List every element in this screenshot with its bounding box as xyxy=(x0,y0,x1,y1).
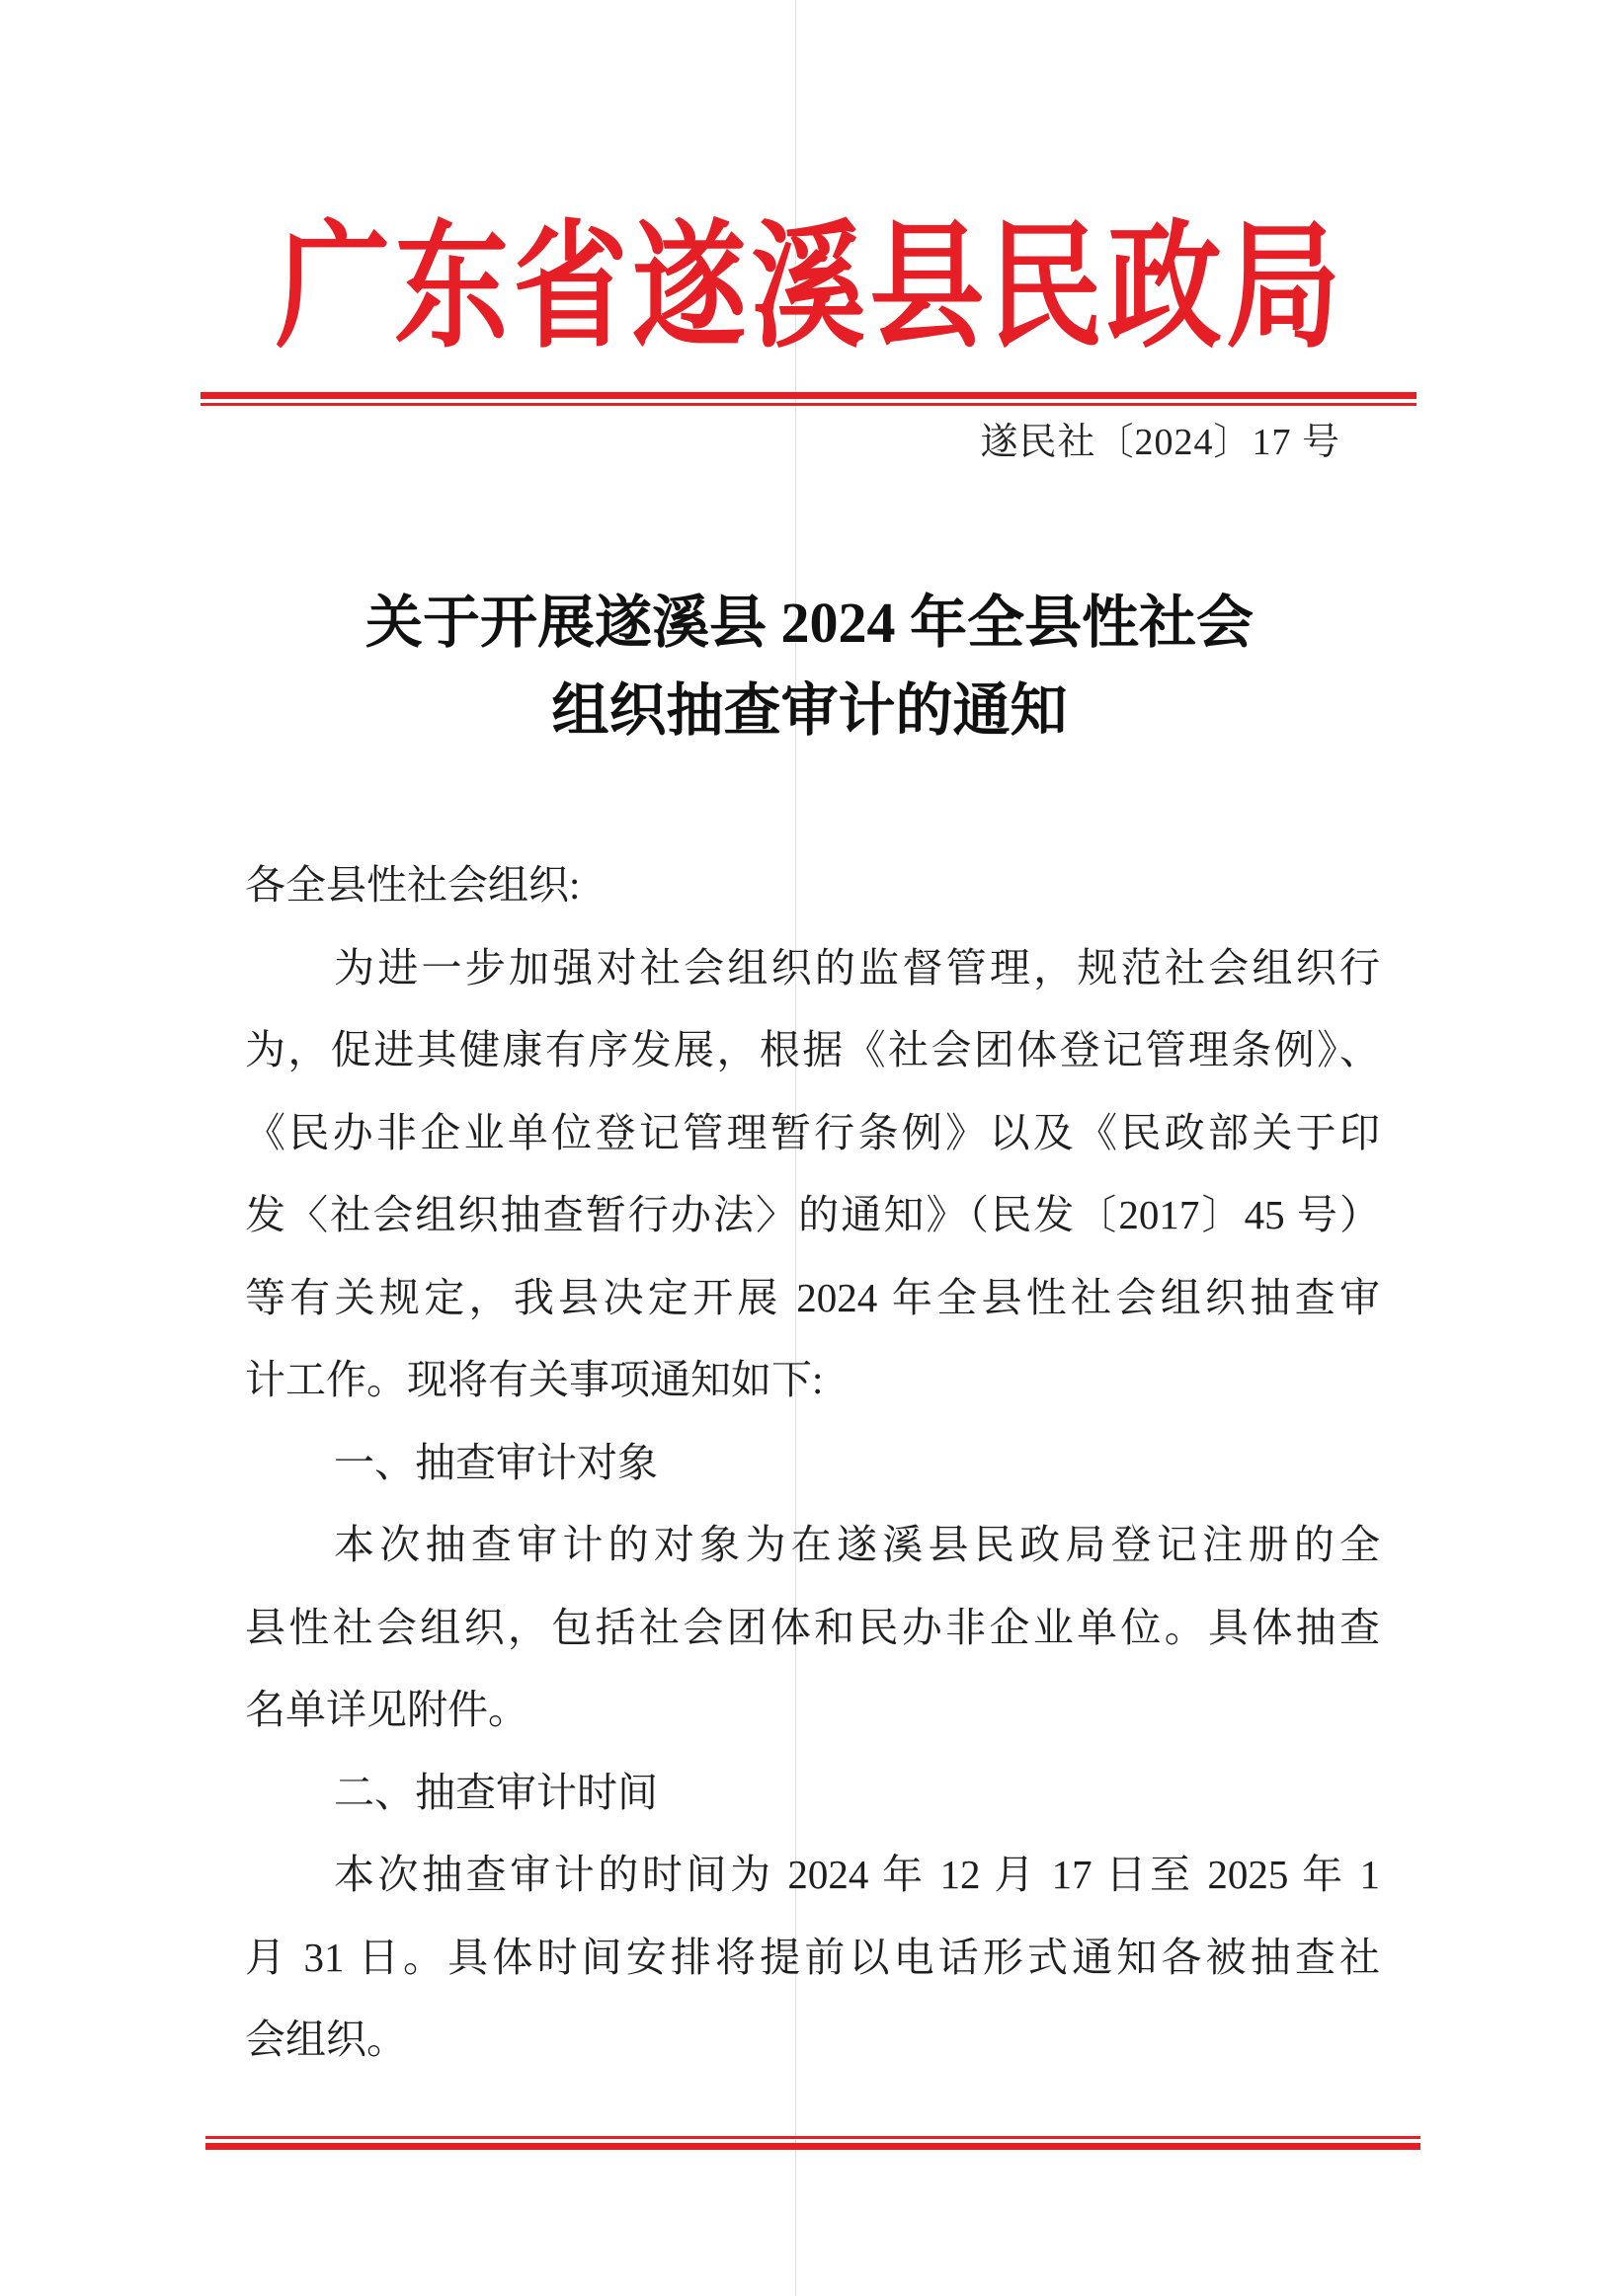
section-2-paragraph xyxy=(245,1834,1380,2082)
section-1-line: 本次抽查审计的对象为在遂溪县民政局登记注册的全 xyxy=(334,1522,1380,1567)
section-2-line: 本次抽查审计的时间为 2024 年 12 月 17 日至 2025 年 1 xyxy=(334,1852,1380,1897)
salutation: 各全县性社会组织: xyxy=(245,862,581,908)
section-1-line: 县性社会组织，包括社会团体和民办非企业单位。具体抽查 xyxy=(245,1604,1380,1650)
intro-line: 为进一步加强对社会组织的监督管理，规范社会组织行 xyxy=(334,944,1380,990)
section-1-heading: 一、抽查审计对象 xyxy=(334,1439,658,1485)
intro-line: 等有关规定，我县决定开展 2024 年全县性社会组织抽查审 xyxy=(245,1274,1380,1320)
section-2-line: 月 31 日。具体时间安排将提前以电话形式通知各被抽查社 xyxy=(245,1934,1380,1980)
section-1-line: 名单详见附件。 xyxy=(245,1687,528,1732)
notice-title xyxy=(0,579,1619,754)
intro-line: 《民办非企业单位登记管理暂行条例》以及《民政部关于印 xyxy=(245,1109,1380,1155)
notice-title-line-2: 组织抽查审计的通知 xyxy=(551,678,1068,743)
intro-line: 计工作。现将有关事项通知如下: xyxy=(245,1357,824,1402)
notice-title-line-1: 关于开展遂溪县 2024 年全县性社会 xyxy=(364,591,1254,655)
intro-paragraph xyxy=(245,927,1380,1422)
intro-line: 为，促进其健康有序发展，根据《社会团体登记管理条例》、 xyxy=(245,1027,1380,1072)
notice-body xyxy=(245,844,1380,2082)
section-2-line: 会组织。 xyxy=(245,2017,407,2062)
header-divider-thick xyxy=(201,392,1417,399)
agency-header-title: 广东省遂溪县民政局 xyxy=(276,213,1340,365)
section-2-heading: 二、抽查审计时间 xyxy=(334,1769,658,1815)
footer-divider-thin xyxy=(205,2136,1420,2139)
section-1-paragraph xyxy=(245,1504,1380,1752)
document-number: 遂民社〔2024〕17 号 xyxy=(980,422,1340,463)
intro-line: 发〈社会组织抽查暂行办法〉的通知》（民发〔2017〕45 号） xyxy=(245,1192,1380,1237)
footer-divider-thick xyxy=(205,2143,1420,2150)
header-divider-thin xyxy=(201,403,1417,406)
